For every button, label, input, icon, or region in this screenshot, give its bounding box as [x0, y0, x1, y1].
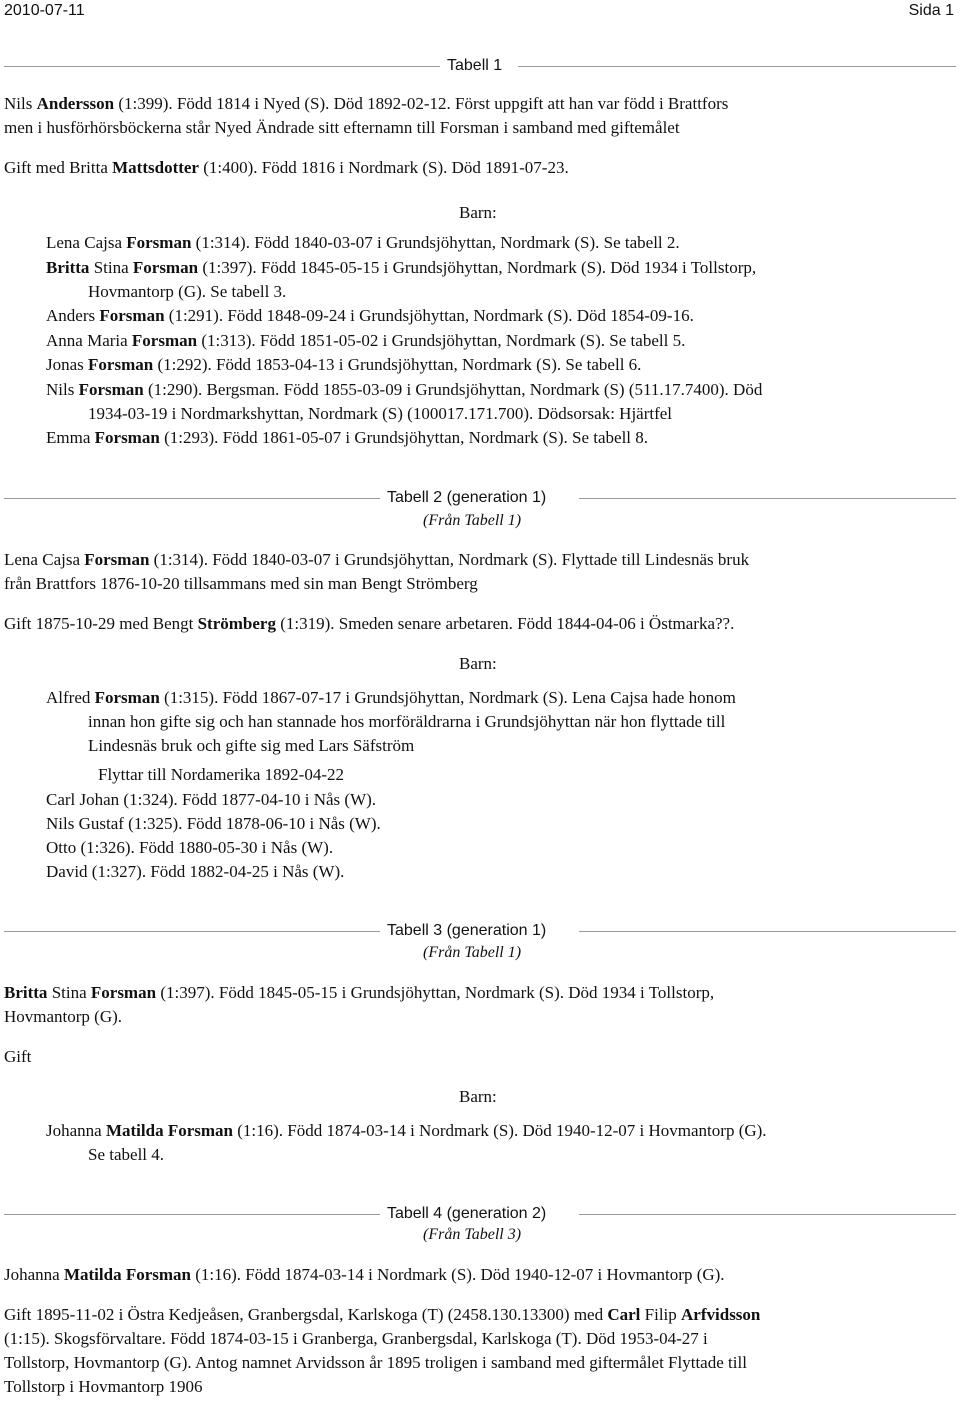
- t1-children-heading: Barn:: [459, 203, 497, 222]
- t3-child-1-cont: Se tabell 4.: [88, 1145, 165, 1164]
- table-3-title: Tabell 3 (generation 1): [387, 922, 547, 939]
- bold-name: Strömberg: [197, 614, 276, 633]
- t2-children-heading: Barn:: [459, 654, 497, 673]
- bold-name: Forsman: [94, 428, 160, 447]
- t1-child-5: Jonas Forsman (1:292). Född 1853-04-13 i Grundsjöhyttan, Nordmark (S). Se tabell 6.: [46, 355, 642, 374]
- bold-name: Britta: [4, 983, 48, 1002]
- t3-child-1: Johanna Matilda Forsman (1:16). Född 1874-03-14 i Nordmark (S). Död 1940-12-07 i Hovmantorp (G).: [46, 1121, 767, 1140]
- t4-spouse-line-2: (1:15). Skogsförvaltare. Född 1874-03-15 i Granberga, Granbergsdal, Karlskoga (T). Död 1953-04-27 i: [4, 1329, 708, 1348]
- t1-child-7: Emma Forsman (1:293). Född 1861-05-07 i Grundsjöhyttan, Nordmark (S). Se tabell 8.: [46, 428, 649, 447]
- t1-child-2-cont: Hovmantorp (G). Se tabell 3.: [88, 282, 287, 301]
- t1-child-3: Anders Forsman (1:291). Född 1848-09-24 i Grundsjöhyttan, Nordmark (S). Död 1854-09-16.: [46, 306, 694, 325]
- table-3-source: (Från Tabell 1): [423, 944, 522, 961]
- t1-child-1: Lena Cajsa Forsman (1:314). Född 1840-03-07 i Grundsjöhyttan, Nordmark (S). Se tabell 2.: [46, 233, 680, 252]
- page-number: Sida 1: [908, 2, 954, 19]
- bold-name: Arfvidsson: [681, 1305, 761, 1324]
- t2-child-1-cont: innan hon gifte sig och han stannade hos morföräldrarna i Grundsjöhyttan när hon flyttade till: [88, 712, 726, 731]
- t2-child-2: Carl Johan (1:324). Född 1877-04-10 i Nås (W).: [46, 790, 377, 809]
- t1-child-2: Britta Stina Forsman (1:397). Född 1845-05-15 i Grundsjöhyttan, Nordmark (S). Död 1934 i Tollstorp,: [46, 258, 757, 277]
- t1-child-4: Anna Maria Forsman (1:313). Född 1851-05-02 i Grundsjöhyttan, Nordmark (S). Se tabell 5.: [46, 331, 686, 350]
- divider-left: [4, 66, 440, 67]
- table-4-title: Tabell 4 (generation 2): [387, 1205, 547, 1222]
- t2-person-line-1: Lena Cajsa Forsman (1:314). Född 1840-03-07 i Grundsjöhyttan, Nordmark (S). Flyttade till Lindesnäs bruk: [4, 550, 750, 569]
- bold-name: Matilda Forsman: [105, 1121, 233, 1140]
- divider-left: [4, 1214, 380, 1215]
- t3-person-line-1: Britta Stina Forsman (1:397). Född 1845-05-15 i Grundsjöhyttan, Nordmark (S). Död 1934 i Tollstorp,: [4, 983, 715, 1002]
- bold-name: Matilda Forsman: [63, 1265, 191, 1284]
- print-date: 2010-07-11: [4, 2, 85, 19]
- t1-child-6: Nils Forsman (1:290). Bergsman. Född 1855-03-09 i Grundsjöhyttan, Nordmark (S) (511.17.7400). Död: [46, 380, 763, 399]
- t2-child-1-cont-2: Lindesnäs bruk och gifte sig med Lars Säfström: [88, 736, 415, 755]
- t4-person-line-1: Johanna Matilda Forsman (1:16). Född 1874-03-14 i Nordmark (S). Död 1940-12-07 i Hovmantorp (G).: [4, 1265, 725, 1284]
- bold-name: Forsman: [126, 233, 192, 252]
- t4-spouse-line-3: Tollstorp, Hovmantorp (G). Antog namnet Arvidsson år 1895 troligen i samband med giftermålet Flyttade till: [4, 1353, 747, 1372]
- bold-name: Forsman: [84, 550, 150, 569]
- bold-name: Forsman: [131, 331, 198, 350]
- bold-name: Forsman: [90, 983, 157, 1002]
- bold-name: Forsman: [132, 258, 199, 277]
- bold-name: Forsman: [88, 355, 154, 374]
- t2-child-4: Otto (1:326). Född 1880-05-30 i Nås (W).: [46, 838, 334, 857]
- t3-person-line-2: Hovmantorp (G).: [4, 1007, 123, 1026]
- bold-name: Britta: [46, 258, 90, 277]
- t2-spouse-line: Gift 1875-10-29 med Bengt Strömberg (1:319). Smeden senare arbetaren. Född 1844-04-06 i Östmarka??.: [4, 614, 735, 633]
- t1-child-6-cont: 1934-03-19 i Nordmarkshyttan, Nordmark (S) (100017.171.700). Dödsorsak: Hjärtfel: [88, 404, 673, 423]
- t2-child-3: Nils Gustaf (1:325). Född 1878-06-10 i Nås (W).: [46, 814, 381, 833]
- bold-name: Forsman: [78, 380, 144, 399]
- t3-children-heading: Barn:: [459, 1087, 497, 1106]
- t2-child-1: Alfred Forsman (1:315). Född 1867-07-17 i Grundsjöhyttan, Nordmark (S). Lena Cajsa hade honom: [46, 688, 736, 707]
- bold-name: Mattsdotter: [112, 158, 199, 177]
- t4-spouse-line-4: Tollstorp i Hovmantorp 1906: [4, 1377, 203, 1396]
- divider-right: [579, 1214, 956, 1215]
- t2-child-5: David (1:327). Född 1882-04-25 i Nås (W).: [46, 862, 345, 881]
- bold-name: Carl: [607, 1305, 641, 1324]
- bold-name: Andersson: [36, 94, 115, 113]
- bold-name: Forsman: [99, 306, 165, 325]
- t1-person-line-1: Nils Andersson (1:399). Född 1814 i Nyed (S). Död 1892-02-12. Först uppgift att han var född i Brattfors: [4, 94, 729, 113]
- bold-name: Forsman: [94, 688, 160, 707]
- divider-right: [579, 498, 956, 499]
- table-2-source: (Från Tabell 1): [423, 512, 522, 529]
- table-4-source: (Från Tabell 3): [423, 1226, 522, 1243]
- t1-spouse-line: Gift med Britta Mattsdotter (1:400). Född 1816 i Nordmark (S). Död 1891-07-23.: [4, 158, 569, 177]
- table-1-title: Tabell 1: [447, 57, 503, 74]
- t3-spouse-line: Gift: [4, 1047, 32, 1066]
- t4-spouse-line-1: Gift 1895-11-02 i Östra Kedjeåsen, Granbergsdal, Karlskoga (T) (2458.130.13300) med Carl Filip Arfvidsson: [4, 1305, 761, 1324]
- t2-child-1-note: Flyttar till Nordamerika 1892-04-22: [98, 765, 344, 784]
- t2-person-line-2: från Brattfors 1876-10-20 tillsammans med sin man Bengt Strömberg: [4, 574, 478, 593]
- divider-left: [4, 931, 380, 932]
- divider-right: [518, 66, 956, 67]
- t1-person-line-2: men i husförhörsböckerna står Nyed Ändrade sitt efternamn till Forsman i samband med giftemålet: [4, 118, 680, 137]
- table-2-title: Tabell 2 (generation 1): [387, 489, 547, 506]
- divider-left: [4, 498, 380, 499]
- divider-right: [579, 931, 956, 932]
